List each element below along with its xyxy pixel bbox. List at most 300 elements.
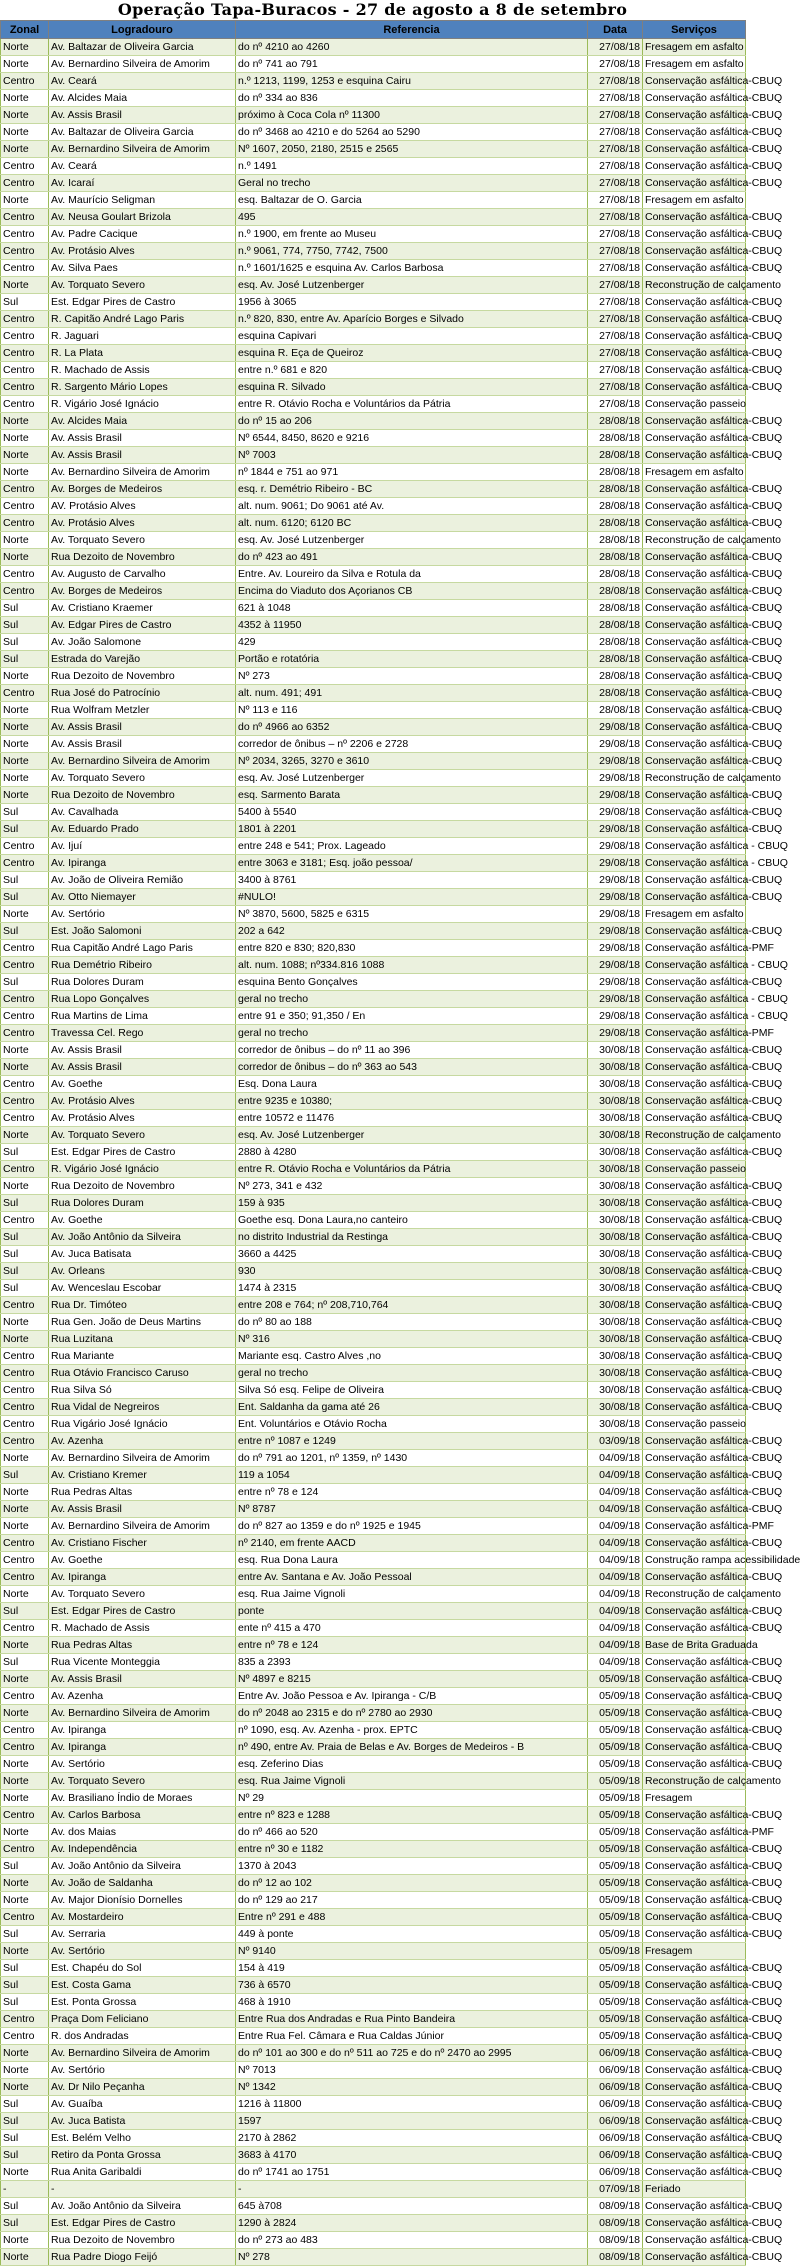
logradouro-cell: Est. Belém Velho <box>49 2130 236 2147</box>
date-cell: 05/09/18 <box>588 1994 643 2011</box>
service-cell: Fresagem em asfalto <box>643 464 746 481</box>
service-cell: Conservação asfáltica-CBUQ <box>643 617 746 634</box>
logradouro-cell: Av. Cristiano Kraemer <box>49 600 236 617</box>
date-cell: 06/09/18 <box>588 2164 643 2181</box>
table-row <box>1 685 746 702</box>
service-cell: Conservação asfáltica-CBUQ <box>643 413 746 430</box>
zonal-cell: Sul <box>1 1994 49 2011</box>
date-cell: 28/08/18 <box>588 464 643 481</box>
logradouro-cell: Av. Ceará <box>49 158 236 175</box>
logradouro-cell: Av. Serraria <box>49 1926 236 1943</box>
date-cell: 29/08/18 <box>588 1025 643 1042</box>
zonal-cell: Norte <box>1 719 49 736</box>
table-row <box>1 1807 746 1824</box>
zonal-cell: Sul <box>1 634 49 651</box>
logradouro-cell: Av. Cristiano Fischer <box>49 1535 236 1552</box>
referencia-cell: entre 820 e 830; 820,830 <box>236 940 588 957</box>
date-cell: 06/09/18 <box>588 2062 643 2079</box>
referencia-cell: Entre Rua dos Andradas e Rua Pinto Bandeira <box>236 2011 588 2028</box>
zonal-cell: Centro <box>1 685 49 702</box>
logradouro-cell: Av. Ipiranga <box>49 855 236 872</box>
table-row <box>1 107 746 124</box>
service-cell: Conservação asfáltica-CBUQ <box>643 1263 746 1280</box>
date-cell: 27/08/18 <box>588 260 643 277</box>
referencia-cell: entre nº 823 e 1288 <box>236 1807 588 1824</box>
service-cell: Conservação asfáltica-CBUQ <box>643 1433 746 1450</box>
logradouro-cell: Av. Torquato Severo <box>49 277 236 294</box>
table-row <box>1 753 746 770</box>
logradouro-cell: Av. Bernardino Silveira de Amorim <box>49 56 236 73</box>
referencia-cell: Mariante esq. Castro Alves ,no <box>236 1348 588 1365</box>
logradouro-cell: R. Jaguari <box>49 328 236 345</box>
logradouro-cell: Av. Juca Batista <box>49 2113 236 2130</box>
referencia-cell: n.º 1900, em frente ao Museu <box>236 226 588 243</box>
referencia-cell: Nº 3870, 5600, 5825 e 6315 <box>236 906 588 923</box>
table-row <box>1 736 746 753</box>
logradouro-cell: Rua Dezoito de Novembro <box>49 2232 236 2249</box>
zonal-cell: Norte <box>1 1943 49 1960</box>
referencia-cell: nº 490, entre Av. Praia de Belas e Av. Borges de Medeiros - B <box>236 1739 588 1756</box>
referencia-cell: Nº 6544, 8450, 8620 e 9216 <box>236 430 588 447</box>
zonal-cell: Norte <box>1 736 49 753</box>
date-cell: 30/08/18 <box>588 1229 643 1246</box>
service-cell: Conservação asfáltica - CBUQ <box>643 991 746 1008</box>
service-cell: Conservação asfáltica-PMF <box>643 1824 746 1841</box>
date-cell: 27/08/18 <box>588 277 643 294</box>
table-row <box>1 1671 746 1688</box>
date-cell: 06/09/18 <box>588 2045 643 2062</box>
zonal-cell: Norte <box>1 770 49 787</box>
zonal-cell: Centro <box>1 855 49 872</box>
service-cell: Conservação asfáltica-CBUQ <box>643 175 746 192</box>
column-header-servicos: Serviços <box>643 21 746 39</box>
zonal-cell: Sul <box>1 804 49 821</box>
referencia-cell: Nº 113 e 116 <box>236 702 588 719</box>
table-row <box>1 1688 746 1705</box>
logradouro-cell: Rua Dezoito de Novembro <box>49 549 236 566</box>
referencia-cell: nº 1090, esq. Av. Azenha - prox. EPTC <box>236 1722 588 1739</box>
table-row <box>1 1501 746 1518</box>
zonal-cell: Sul <box>1 2215 49 2232</box>
logradouro-cell: Av. Alcides Maia <box>49 90 236 107</box>
date-cell: 30/08/18 <box>588 1144 643 1161</box>
referencia-cell: esq. Av. José Lutzenberger <box>236 770 588 787</box>
referencia-cell: do nº 101 ao 300 e do nº 511 ao 725 e do nº 2470 ao 2995 <box>236 2045 588 2062</box>
table-row <box>1 889 746 906</box>
table-row <box>1 634 746 651</box>
logradouro-cell: Av. Torquato Severo <box>49 1586 236 1603</box>
date-cell: 28/08/18 <box>588 515 643 532</box>
referencia-cell: ponte <box>236 1603 588 1620</box>
referencia-cell: nº 2140, em frente AACD <box>236 1535 588 1552</box>
service-cell: Conservação asfáltica-CBUQ <box>643 1926 746 1943</box>
referencia-cell: 2170 à 2862 <box>236 2130 588 2147</box>
date-cell: 28/08/18 <box>588 430 643 447</box>
table-row <box>1 1977 746 1994</box>
logradouro-cell: Rua Otávio Francisco Caruso <box>49 1365 236 1382</box>
logradouro-cell: Av. Assis Brasil <box>49 1059 236 1076</box>
referencia-cell: do nº 273 ao 483 <box>236 2232 588 2249</box>
referencia-cell: do nº 741 ao 791 <box>236 56 588 73</box>
zonal-cell: Norte <box>1 192 49 209</box>
table-row <box>1 1654 746 1671</box>
zonal-cell: Sul <box>1 1144 49 1161</box>
service-cell: Conservação asfáltica-CBUQ <box>643 294 746 311</box>
logradouro-cell: Av. Baltazar de Oliveira Garcia <box>49 39 236 56</box>
zonal-cell: Norte <box>1 2249 49 2266</box>
date-cell: 28/08/18 <box>588 685 643 702</box>
service-cell: Conservação asfáltica-CBUQ <box>643 1875 746 1892</box>
referencia-cell: 468 à 1910 <box>236 1994 588 2011</box>
referencia-cell: geral no trecho <box>236 1025 588 1042</box>
table-row <box>1 1484 746 1501</box>
zonal-cell: Centro <box>1 311 49 328</box>
logradouro-cell: Av. Sertório <box>49 1756 236 1773</box>
service-cell: Conservação asfáltica-CBUQ <box>643 2130 746 2147</box>
service-cell: Conservação asfáltica - CBUQ <box>643 838 746 855</box>
table-row <box>1 1569 746 1586</box>
referencia-cell: esq. Av. José Lutzenberger <box>236 277 588 294</box>
referencia-cell: entre R. Otávio Rocha e Voluntários da Pátria <box>236 396 588 413</box>
date-cell: 30/08/18 <box>588 1331 643 1348</box>
table-row <box>1 1314 746 1331</box>
service-cell: Conservação asfáltica-CBUQ <box>643 498 746 515</box>
logradouro-cell: Est. Edgar Pires de Castro <box>49 1603 236 1620</box>
service-cell: Conservação asfáltica-CBUQ <box>643 209 746 226</box>
zonal-cell: Centro <box>1 362 49 379</box>
service-cell: Conservação asfáltica-PMF <box>643 1025 746 1042</box>
logradouro-cell: Av. Torquato Severo <box>49 532 236 549</box>
logradouro-cell: R. Capitão André Lago Paris <box>49 311 236 328</box>
referencia-cell: entre n.º 681 e 820 <box>236 362 588 379</box>
referencia-cell: Nº 29 <box>236 1790 588 1807</box>
zonal-cell: Centro <box>1 396 49 413</box>
logradouro-cell: Rua Dr. Timóteo <box>49 1297 236 1314</box>
logradouro-cell: Av. Ipiranga <box>49 1722 236 1739</box>
table-row <box>1 787 746 804</box>
logradouro-cell: Av. Brasiliano Índio de Moraes <box>49 1790 236 1807</box>
referencia-cell: esq. Rua Jaime Vignoli <box>236 1773 588 1790</box>
referencia-cell: #NULO! <box>236 889 588 906</box>
table-row <box>1 1433 746 1450</box>
zonal-cell: Sul <box>1 1195 49 1212</box>
service-cell: Conservação asfáltica-CBUQ <box>643 974 746 991</box>
service-cell: Conservação asfáltica-CBUQ <box>643 1059 746 1076</box>
zonal-cell: Sul <box>1 923 49 940</box>
referencia-cell: esq. Av. José Lutzenberger <box>236 1127 588 1144</box>
table-body <box>1 39 800 2266</box>
logradouro-cell: Av. Bernardino Silveira de Amorim <box>49 141 236 158</box>
date-cell: 05/09/18 <box>588 1756 643 1773</box>
service-cell: Conservação asfáltica-CBUQ <box>643 549 746 566</box>
table-row <box>1 1229 746 1246</box>
document-title: Operação Tapa-Buracos - 27 de agosto a 8 de setembro <box>117 0 628 19</box>
date-cell: 05/09/18 <box>588 1807 643 1824</box>
table-row <box>1 1535 746 1552</box>
zonal-cell: Sul <box>1 2147 49 2164</box>
zonal-cell: Centro <box>1 1807 49 1824</box>
service-cell: Conservação asfáltica-CBUQ <box>643 1246 746 1263</box>
referencia-cell: 495 <box>236 209 588 226</box>
table-row <box>1 906 746 923</box>
referencia-cell: entre nº 78 e 124 <box>236 1484 588 1501</box>
service-cell: Conservação asfáltica-CBUQ <box>643 379 746 396</box>
service-cell: Feriado <box>643 2181 746 2198</box>
referencia-cell: Nº 4897 e 8215 <box>236 1671 588 1688</box>
logradouro-cell: Rua José do Patrocínio <box>49 685 236 702</box>
zonal-cell: Centro <box>1 1688 49 1705</box>
referencia-cell: 1801 à 2201 <box>236 821 588 838</box>
zonal-cell: Norte <box>1 1484 49 1501</box>
referencia-cell: Nº 9140 <box>236 1943 588 1960</box>
service-cell: Conservação asfáltica-CBUQ <box>643 1280 746 1297</box>
date-cell: 27/08/18 <box>588 56 643 73</box>
service-cell: Conservação asfáltica-CBUQ <box>643 447 746 464</box>
referencia-cell: 835 a 2393 <box>236 1654 588 1671</box>
date-cell: 04/09/18 <box>588 1552 643 1569</box>
date-cell: 27/08/18 <box>588 158 643 175</box>
zonal-cell: Centro <box>1 1722 49 1739</box>
service-cell: Conservação asfáltica-CBUQ <box>643 685 746 702</box>
zonal-cell: Norte <box>1 1518 49 1535</box>
referencia-cell: corredor de ônibus – do nº 11 ao 396 <box>236 1042 588 1059</box>
table-row <box>1 481 746 498</box>
table-row <box>1 1246 746 1263</box>
referencia-cell: 736 à 6570 <box>236 1977 588 1994</box>
service-cell: Conservação asfáltica-CBUQ <box>643 1093 746 1110</box>
logradouro-cell: Rua Dolores Duram <box>49 974 236 991</box>
referencia-cell: 1597 <box>236 2113 588 2130</box>
date-cell: 04/09/18 <box>588 1620 643 1637</box>
zonal-cell: Centro <box>1 1365 49 1382</box>
zonal-cell: Norte <box>1 1637 49 1654</box>
table-row <box>1 2181 746 2198</box>
table-row <box>1 396 746 413</box>
referencia-cell: entre 91 e 350; 91,350 / En <box>236 1008 588 1025</box>
logradouro-cell: Estrada do Varejão <box>49 651 236 668</box>
table-row <box>1 1773 746 1790</box>
logradouro-cell: Av. Protásio Alves <box>49 1093 236 1110</box>
zonal-cell: Centro <box>1 838 49 855</box>
table-row <box>1 260 746 277</box>
service-cell: Reconstrução de calçamento <box>643 532 746 549</box>
zonal-cell: Norte <box>1 753 49 770</box>
table-row <box>1 702 746 719</box>
zonal-cell: Centro <box>1 158 49 175</box>
referencia-cell: Entre Av. João Pessoa e Av. Ipiranga - C/B <box>236 1688 588 1705</box>
logradouro-cell: Rua Pedras Altas <box>49 1637 236 1654</box>
referencia-cell: entre R. Otávio Rocha e Voluntários da Pátria <box>236 1161 588 1178</box>
column-header-logradouro: Logradouro <box>49 21 236 39</box>
table-row <box>1 2164 746 2181</box>
logradouro-cell: Av. Alcides Maia <box>49 413 236 430</box>
date-cell: 29/08/18 <box>588 940 643 957</box>
service-cell: Conservação asfáltica-CBUQ <box>643 2113 746 2130</box>
date-cell: 27/08/18 <box>588 209 643 226</box>
referencia-cell: 1216 à 11800 <box>236 2096 588 2113</box>
zonal-cell: Sul <box>1 600 49 617</box>
service-cell: Conservação passeio <box>643 1416 746 1433</box>
referencia-cell: geral no trecho <box>236 991 588 1008</box>
date-cell: 05/09/18 <box>588 1926 643 1943</box>
referencia-cell: esquina Capivari <box>236 328 588 345</box>
table-row <box>1 668 746 685</box>
logradouro-cell: Est. Edgar Pires de Castro <box>49 294 236 311</box>
table-row <box>1 447 746 464</box>
service-cell: Conservação asfáltica-CBUQ <box>643 515 746 532</box>
referencia-cell: do nº 334 ao 836 <box>236 90 588 107</box>
date-cell: 05/09/18 <box>588 1790 643 1807</box>
zonal-cell: Sul <box>1 651 49 668</box>
zonal-cell: Norte <box>1 1892 49 1909</box>
date-cell: 28/08/18 <box>588 600 643 617</box>
table-row <box>1 2062 746 2079</box>
zonal-cell: Sul <box>1 1467 49 1484</box>
service-cell: Conservação asfáltica-CBUQ <box>643 668 746 685</box>
referencia-cell: 645 à708 <box>236 2198 588 2215</box>
logradouro-cell: Av. Maurício Seligman <box>49 192 236 209</box>
zonal-cell: Norte <box>1 1127 49 1144</box>
zonal-cell: Centro <box>1 260 49 277</box>
logradouro-cell: Av. Augusto de Carvalho <box>49 566 236 583</box>
date-cell: 04/09/18 <box>588 1467 643 1484</box>
logradouro-cell: Rua Martins de Lima <box>49 1008 236 1025</box>
referencia-cell: entre 10572 e 11476 <box>236 1110 588 1127</box>
logradouro-cell: Est. João Salomoni <box>49 923 236 940</box>
table-row <box>1 991 746 1008</box>
service-cell: Conservação asfáltica - CBUQ <box>643 957 746 974</box>
referencia-cell: Portão e rotatória <box>236 651 588 668</box>
zonal-cell: Centro <box>1 1909 49 1926</box>
date-cell: 27/08/18 <box>588 175 643 192</box>
service-cell: Conservação asfáltica-CBUQ <box>643 243 746 260</box>
zonal-cell: Sul <box>1 1280 49 1297</box>
logradouro-cell: Av. Cavalhada <box>49 804 236 821</box>
referencia-cell: entre nº 1087 e 1249 <box>236 1433 588 1450</box>
referencia-cell: alt. num. 9061; Do 9061 até Av. <box>236 498 588 515</box>
date-cell: 04/09/18 <box>588 1569 643 1586</box>
logradouro-cell: Est. Edgar Pires de Castro <box>49 1144 236 1161</box>
service-cell: Conservação asfáltica-CBUQ <box>643 923 746 940</box>
table-row <box>1 2045 746 2062</box>
date-cell: 28/08/18 <box>588 634 643 651</box>
column-header-referencia: Referencia <box>236 21 588 39</box>
table-row <box>1 1161 746 1178</box>
logradouro-cell: Av. Assis Brasil <box>49 1042 236 1059</box>
zonal-cell: Centro <box>1 1110 49 1127</box>
table-row <box>1 838 746 855</box>
table-row <box>1 957 746 974</box>
logradouro-cell: Av. Neusa Goulart Brizola <box>49 209 236 226</box>
zonal-cell: Norte <box>1 1671 49 1688</box>
logradouro-cell: Av. Bernardino Silveira de Amorim <box>49 1450 236 1467</box>
logradouro-cell: Av. Borges de Medeiros <box>49 481 236 498</box>
date-cell: 28/08/18 <box>588 651 643 668</box>
zonal-cell: Centro <box>1 345 49 362</box>
date-cell: 27/08/18 <box>588 192 643 209</box>
date-cell: 29/08/18 <box>588 974 643 991</box>
logradouro-cell: Av. Major Dionísio Dornelles <box>49 1892 236 1909</box>
date-cell: 08/09/18 <box>588 2249 643 2266</box>
logradouro-cell: Retiro da Ponta Grossa <box>49 2147 236 2164</box>
table-row <box>1 277 746 294</box>
date-cell: 27/08/18 <box>588 328 643 345</box>
zonal-cell: Centro <box>1 991 49 1008</box>
service-cell: Conservação asfáltica-CBUQ <box>643 821 746 838</box>
table-row <box>1 362 746 379</box>
table-row <box>1 141 746 158</box>
date-cell: 29/08/18 <box>588 804 643 821</box>
referencia-cell: Nº 278 <box>236 2249 588 2266</box>
zonal-cell: Centro <box>1 1569 49 1586</box>
date-cell: 30/08/18 <box>588 1246 643 1263</box>
service-cell: Conservação asfáltica-CBUQ <box>643 651 746 668</box>
service-cell: Conservação asfáltica-CBUQ <box>643 345 746 362</box>
date-cell: 05/09/18 <box>588 1977 643 1994</box>
zonal-cell: Norte <box>1 1331 49 1348</box>
referencia-cell: do nº 1741 ao 1751 <box>236 2164 588 2181</box>
logradouro-cell: R. Machado de Assis <box>49 362 236 379</box>
service-cell: Conservação asfáltica-CBUQ <box>643 1620 746 1637</box>
table-row <box>1 549 746 566</box>
date-cell: 27/08/18 <box>588 39 643 56</box>
zonal-cell: Centro <box>1 1739 49 1756</box>
table-row <box>1 1076 746 1093</box>
zonal-cell: Norte <box>1 1314 49 1331</box>
referencia-cell: esq. Sarmento Barata <box>236 787 588 804</box>
date-cell: 04/09/18 <box>588 1535 643 1552</box>
table-row <box>1 583 746 600</box>
referencia-cell: esq. Av. José Lutzenberger <box>236 532 588 549</box>
date-cell: 05/09/18 <box>588 2028 643 2045</box>
date-cell: 28/08/18 <box>588 617 643 634</box>
logradouro-cell: Est. Costa Gama <box>49 1977 236 1994</box>
zonal-cell: Norte <box>1 1705 49 1722</box>
logradouro-cell: Av. Torquato Severo <box>49 1127 236 1144</box>
table-header-row <box>1 21 746 39</box>
referencia-cell: Goethe esq. Dona Laura,no canteiro <box>236 1212 588 1229</box>
zonal-cell: Sul <box>1 2113 49 2130</box>
logradouro-cell: R. dos Andradas <box>49 2028 236 2045</box>
table-row <box>1 2079 746 2096</box>
date-cell: 29/08/18 <box>588 719 643 736</box>
zonal-cell: Centro <box>1 1433 49 1450</box>
referencia-cell: 1370 à 2043 <box>236 1858 588 1875</box>
service-cell: Conservação asfáltica-CBUQ <box>643 1314 746 1331</box>
date-cell: 29/08/18 <box>588 770 643 787</box>
logradouro-cell: Rua Vigário José Ignácio <box>49 1416 236 1433</box>
date-cell: 06/09/18 <box>588 2096 643 2113</box>
referencia-cell: Encima do Viaduto dos Açorianos CB <box>236 583 588 600</box>
referencia-cell: 930 <box>236 1263 588 1280</box>
date-cell: 04/09/18 <box>588 1484 643 1501</box>
date-cell: 30/08/18 <box>588 1280 643 1297</box>
service-cell: Reconstrução de calçamento <box>643 770 746 787</box>
zonal-cell: Norte <box>1 668 49 685</box>
zonal-cell: Norte <box>1 2062 49 2079</box>
logradouro-cell: Av. Goethe <box>49 1076 236 1093</box>
date-cell: 30/08/18 <box>588 1399 643 1416</box>
logradouro-cell: Av. Icaraí <box>49 175 236 192</box>
service-cell: Conservação asfáltica-CBUQ <box>643 1892 746 1909</box>
table-row <box>1 1195 746 1212</box>
service-cell: Conservação asfáltica-CBUQ <box>643 328 746 345</box>
date-cell: 05/09/18 <box>588 1841 643 1858</box>
referencia-cell: esq. Baltazar de O. Garcia <box>236 192 588 209</box>
logradouro-cell: Av. Independência <box>49 1841 236 1858</box>
logradouro-cell: Rua Pedras Altas <box>49 1484 236 1501</box>
service-cell: Conservação asfáltica-CBUQ <box>643 2028 746 2045</box>
